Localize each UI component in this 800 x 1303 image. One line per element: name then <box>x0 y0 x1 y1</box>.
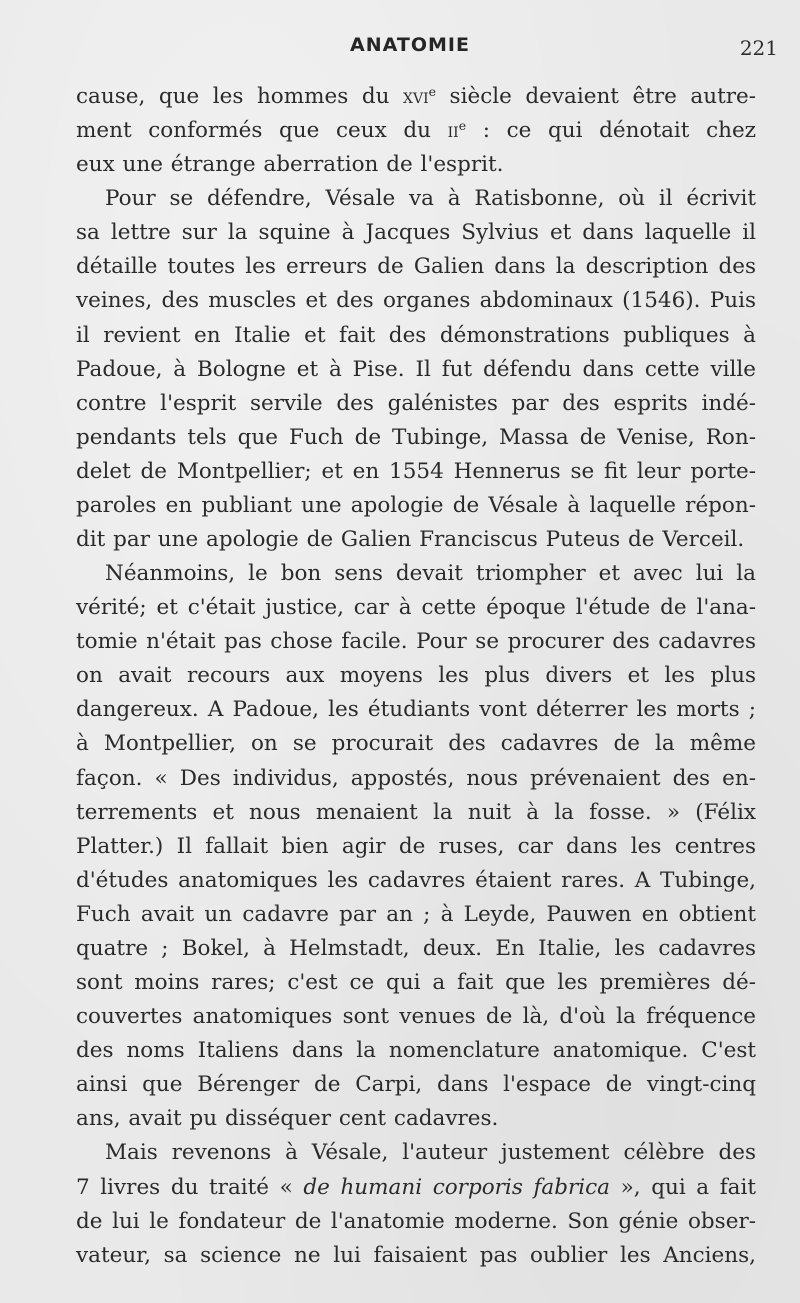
text-line: il revient en Italie et fait des démonstrations publiques à <box>76 322 756 348</box>
text-line: ans, avait pu disséquer cent cadavres. <box>76 1106 499 1132</box>
paragraph-start: Néanmoins, le bon sens devait triompher et avec lui la <box>105 561 756 587</box>
text-segment: cause, que les hommes du <box>76 84 403 109</box>
text-line <box>76 80 756 114</box>
text-line: delet de Montpellier; et en 1554 Hennerus se fit leur porte- <box>76 458 756 484</box>
running-title: ANATOMIE <box>350 34 470 56</box>
text-line: eux une étrange aberration de l'esprit. <box>76 152 504 178</box>
text-line: des noms Italiens dans la nomenclature anatomique. C'est <box>76 1038 756 1064</box>
paragraph-start: Mais revenons à Vésale, l'auteur justement célèbre des <box>105 1140 756 1166</box>
ordinal-suffix: e <box>428 84 436 100</box>
text-line: tomie n'était pas chose facile. Pour se procurer des cadavres <box>76 629 756 655</box>
text-line: détaille toutes les erreurs de Galien dans la description des <box>76 254 756 280</box>
paragraph-start: Pour se défendre, Vésale va à Ratisbonne, où il écrivit <box>105 186 756 212</box>
text-line: façon. « Des individus, appostés, nous prévenaient des en- <box>76 765 756 791</box>
page-number: 221 <box>739 36 778 60</box>
body-text <box>76 80 756 1273</box>
text-line: terrements et nous menaient la nuit à la fosse. » (Félix <box>76 799 756 825</box>
text-line: paroles en publiant une apologie de Vésale à laquelle répon- <box>76 492 756 518</box>
text-line: Platter.) Il fallait bien agir de ruses, car dans les centres <box>76 833 756 859</box>
text-line: d'études anatomiques les cadavres étaient rares. A Tubinge, <box>76 867 756 893</box>
text-segment: : ce qui dénotait chez <box>466 118 757 144</box>
text-line: Padoue, à Bologne et à Pise. Il fut défendu dans cette ville <box>76 356 756 382</box>
book-title: de humani corporis fabrica <box>303 1174 611 1200</box>
text-line: quatre ; Bokel, à Helmstadt, deux. En Italie, les cadavres <box>76 935 756 961</box>
text-segment: », qui a fait <box>610 1174 757 1200</box>
century-numeral: ii <box>447 119 459 143</box>
text-line: à Montpellier, on se procurait des cadavres de la même <box>76 731 756 757</box>
text-line: dit par une apologie de Galien Franciscus Puteus de Verceil. <box>76 527 745 553</box>
text-line: dangereux. A Padoue, les étudiants vont déterrer les morts ; <box>76 697 756 723</box>
century-numeral: xvi <box>403 85 429 108</box>
text-line: ainsi que Bérenger de Carpi, dans l'espace de vingt-cinq <box>76 1072 756 1098</box>
text-line: sa lettre sur la squine à Jacques Sylvius et dans laquelle il <box>76 220 756 246</box>
text-line: vérité; et c'était justice, car à cette époque l'étude de l'ana- <box>76 595 756 621</box>
text-line <box>76 1171 756 1205</box>
ordinal-suffix: e <box>458 118 467 134</box>
text-line: contre l'esprit servile des galénistes par des esprits indé- <box>76 390 756 416</box>
text-line <box>76 114 756 148</box>
text-line: on avait recours aux moyens les plus divers et les plus <box>76 663 756 689</box>
text-segment: 7 livres du traité « <box>76 1174 304 1200</box>
text-line: vateur, sa science ne lui faisaient pas oublier les Anciens, <box>76 1242 756 1268</box>
text-segment: siècle devaient être autre- <box>436 84 756 109</box>
text-line: Fuch avait un cadavre par an ; à Leyde, Pauwen en obtient <box>76 901 756 927</box>
text-line: de lui le fondateur de l'anatomie moderne. Son génie obser- <box>76 1208 756 1234</box>
running-head <box>0 34 800 60</box>
text-line: sont moins rares; c'est ce qui a fait que les premières dé- <box>76 970 756 996</box>
text-segment: ment conformés que ceux du <box>76 118 448 144</box>
text-line: couvertes anatomiques sont venues de là, d'où la fréquence <box>76 1004 756 1030</box>
text-line: veines, des muscles et des organes abdominaux (1546). Puis <box>76 288 756 314</box>
text-line: pendants tels que Fuch de Tubinge, Massa de Venise, Ron- <box>76 424 756 450</box>
